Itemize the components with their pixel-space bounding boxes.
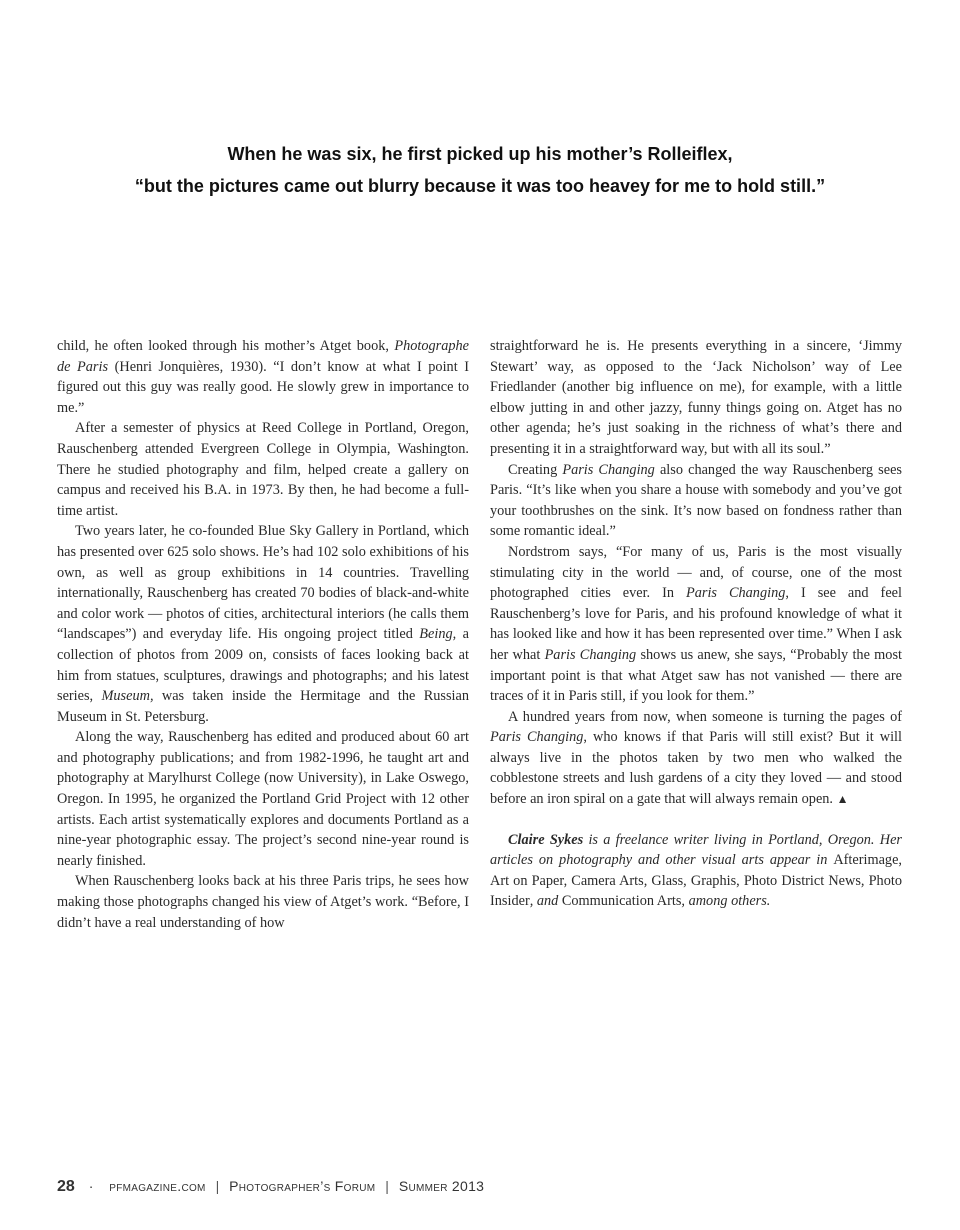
separator: | [385, 1178, 389, 1194]
publication-list: Communication Arts [561, 893, 682, 910]
text-run: , I see and feel Rauschenberg’s love for Paris, and his profound knowledge of what it has looked like and how it has been represented over time.” When I ask her what [490, 585, 902, 663]
paragraph [57, 336, 469, 418]
text-run: also changed the way Rauschenberg sees Paris. “It’s like when you share a house with somebody and you’ve got your toothbrushes on the sink. It’s now based on fondness rather than some romantic ideal.” [490, 461, 902, 540]
text-run: Creating [508, 461, 563, 478]
text-run: shows us anew, she says, “Probably the most important point is that what Atget saw has not vanished — there are traces of it in Paris still, if you look for them.” [490, 646, 902, 705]
paragraph [490, 707, 902, 810]
paragraph [490, 460, 902, 542]
pull-quote-line-1: When he was six, he first picked up his mother’s Rolleiflex, [227, 144, 733, 164]
article-right-column [490, 336, 902, 912]
end-mark-icon: ▲ [836, 792, 849, 807]
text-run: is a freelance writer living in Portland, Oregon. Her articles on photography and other visual arts appear in [490, 831, 902, 869]
publication-list: Photo Insider [490, 872, 902, 910]
book-title: Photographe de Paris [57, 338, 469, 375]
text-run: , and [529, 893, 562, 910]
text-run: , [643, 872, 652, 889]
book-title: Paris Changing [490, 729, 584, 746]
page-footer [57, 1178, 484, 1196]
text-run: , who knows if that Paris will still exist? But it will always live in the photos taken by two men who walked the cobblestone streets and lush gardens of a city they loved — and stood before an iron spiral on a gate that will always remain open. [490, 729, 902, 808]
publication-list: Afterimage, Art on Paper, Camera Arts [490, 852, 902, 889]
book-title: Paris Changing [686, 585, 786, 602]
text-run: a collection of photos from 2009 on, consists of faces looking back at him from statues, sculptures, drawings and photographs; and his latest series, [57, 626, 469, 705]
publication-list: Glass, Graphis, Photo District News [651, 872, 861, 889]
paragraph: straightforward he is. He presents everything in a sincere, ‘Jimmy Stewart’ way, as opposed to the ‘Jack Nicholson’ way of Lee Friedlander (another big influence on me), for example, with a little elbow jutting in and other jazzy, funny things going on. Atget has no other agenda; he’s just soaking in the richness of what’s there and presenting it in a straightforward way, but with all its soul.” [490, 338, 902, 457]
paragraph: After a semester of physics at Reed College in Portland, Oregon, Rauschenberg attended Evergreen College in Olympia, Washington. There he studied photography and film, helped create a gallery on campus and received his B.A. in 1973. By then, he had become a full-time artist. [57, 420, 469, 519]
separator: | [215, 1178, 220, 1194]
text-run: (Henri Jonquières, 1930). “I don’t know at what I point I figured out this guy was really good. He slowly grew in importance to me.” [57, 358, 469, 416]
paragraph [490, 542, 902, 707]
article-left-column [57, 336, 469, 933]
text-run: Two years later, he co-founded Blue Sky Gallery in Portland, which has presented over 625 solo shows. He’s had 102 solo exhibitions of his own, as well as group exhibitions in 14 countries. Travelling internationally, Rauschenberg has created 70 bodies of black-and-white and color work — photos of cities, architectural interiors (he calls them “landscapes”) and everyday life. His ongoing project titled [57, 523, 469, 643]
pull-quote-line-2: “but the pictures came out blurry because it was too heavey for me to hold still.” [134, 176, 826, 196]
paragraph: When Rauschenberg looks back at his three Paris trips, he sees how making those photographs changed his view of Atget’s work. “Before, I didn’t have a real understanding of how [57, 873, 469, 931]
text-run: Nordstrom says, “For many of us, Paris is the most visually stimulating city in the world — and, of course, one of the most photographed cities ever. In [490, 543, 902, 602]
book-title: Paris Changing [544, 646, 637, 663]
magazine-name: Photographer’s Forum [229, 1178, 376, 1194]
paragraph [57, 521, 469, 727]
text-run: was taken inside the Hermitage and the Russian Museum in St. Petersburg. [57, 688, 469, 725]
author-name: Claire Sykes [508, 831, 584, 848]
book-title: Paris Changing [562, 461, 655, 478]
issue-date: Summer 2013 [398, 1178, 485, 1194]
author-bio [490, 830, 902, 912]
text-run: A hundred years from now, when someone is turning the pages of [508, 708, 902, 725]
site-name: pfmagazine.com [109, 1178, 206, 1194]
bullet-separator: · [88, 1178, 94, 1194]
paragraph: Along the way, Rauschenberg has edited and produced about 60 art and photography publications; and from 1982-1996, he taught art and photography at Marylhurst College (now University), in Lake Oswego, Oregon. In 1995, he organized the Portland Grid Project with 12 other artists. Each artist systematically explores and documents Portland as a nine-year photographic essay. The project’s second nine-year round is nearly finished. [57, 729, 469, 869]
text-run: , among others. [681, 893, 771, 910]
text-run: child, he often looked through his mother’s Atget book, [57, 338, 395, 354]
series-title: Museum, [101, 688, 154, 705]
series-title: Being, [419, 626, 457, 643]
text-run: , [860, 872, 869, 889]
pull-quote [0, 138, 960, 202]
page-number: 28 [57, 1178, 75, 1195]
